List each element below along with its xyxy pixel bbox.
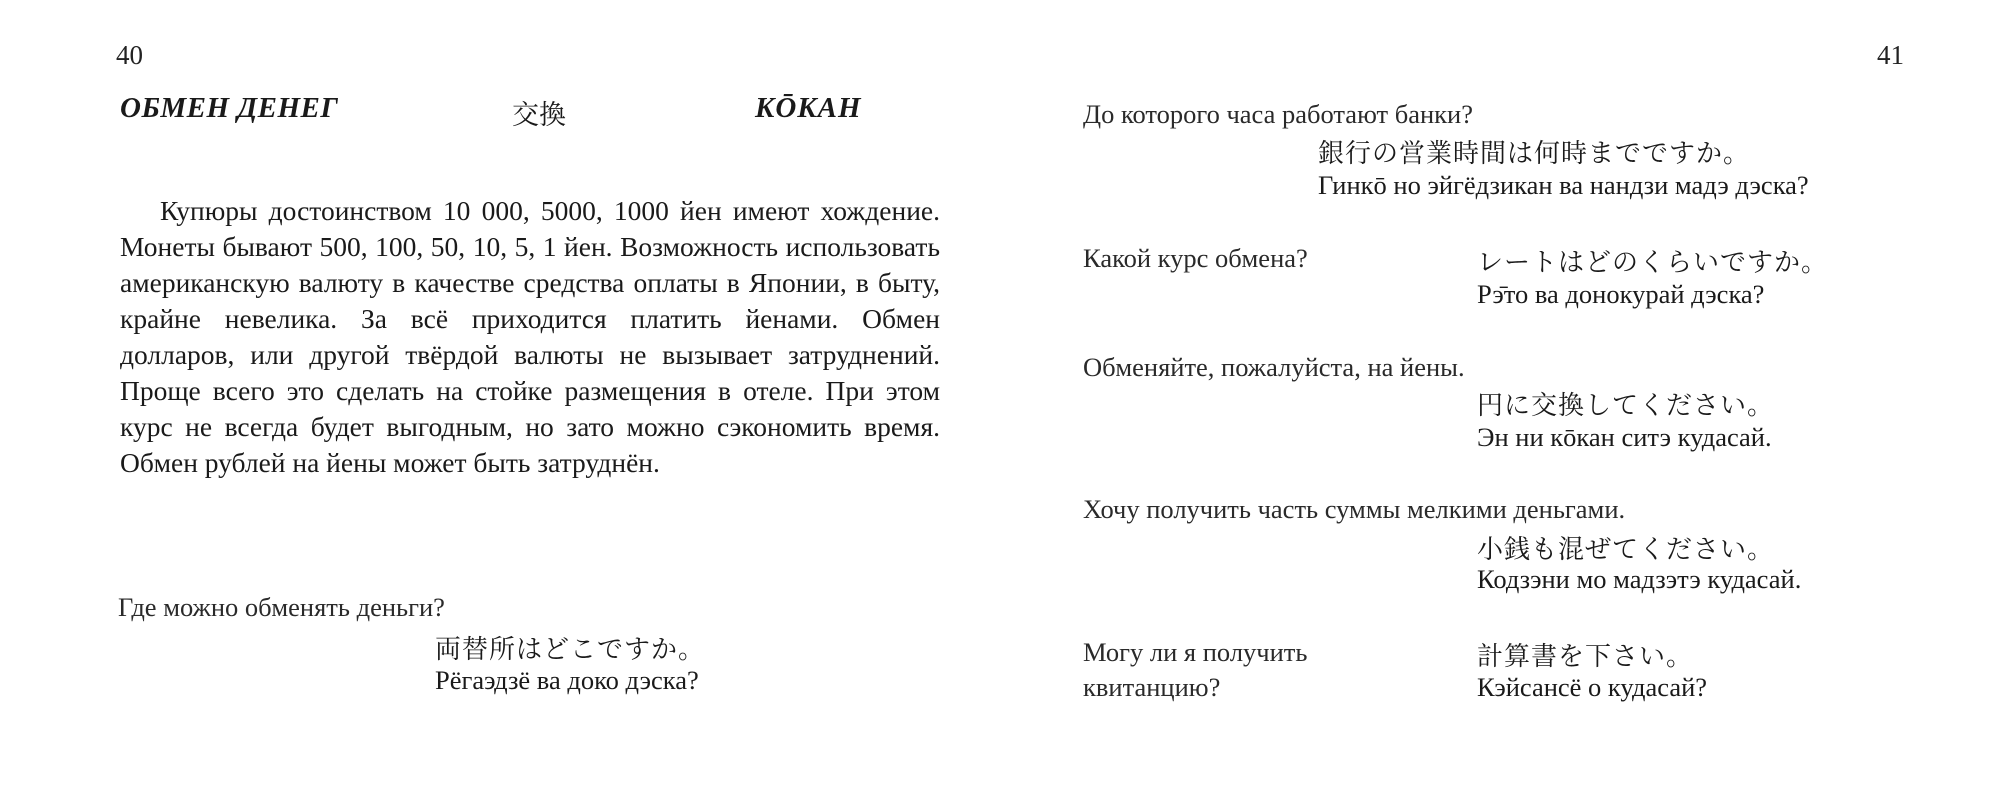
phrase-4-russian: Хочу получить часть суммы мелкими деньгами.	[1083, 494, 1626, 524]
page-number-left: 40	[116, 40, 143, 70]
phrase-5-transliteration: Кэйсансё о кудасай?	[1477, 672, 1708, 702]
phrase-5-japanese: 計算書を下さい。	[1477, 642, 1694, 672]
phrase-japanese: 両替所はどこですか。	[435, 635, 706, 665]
phrase-1-transliteration: Гинкō но эйгёдзикан ва нандзи мадэ дэска?	[1318, 170, 1809, 200]
phrase-3-russian: Обменяйте, пожалуйста, на йены.	[1083, 352, 1465, 382]
section-heading-romaji: KŌKAH	[755, 92, 862, 124]
phrase-4-japanese: 小銭も混ぜてください。	[1477, 535, 1775, 565]
intro-paragraph: Купюры достоинством 10 000, 5000, 1000 йен имеют хождение. Монеты бывают 500, 100, 50, 10, 5, 1 йен. Возможность использовать американскую валюту в качестве средства оплаты в Японии, в быту, крайне невелика. За всё приходится платить йенами. Обмен долларов, или другой твёрдой валюты не вызывает затруднений. Проще всего это сделать на стойке размещения в отеле. При этом курс не всегда будет выгодным, но зато можно сэкономить время. Обмен рублей на йены может быть затруднён.	[120, 195, 940, 478]
phrase-russian: Где можно обменять деньги?	[118, 592, 445, 622]
phrase-5-russian-line1: Могу ли я получить	[1083, 637, 1308, 667]
phrase-2-japanese: レートはどのくらいですか。	[1477, 248, 1829, 278]
phrase-4-transliteration: Кодзэни мо мадзэтэ кудасай.	[1477, 564, 1802, 594]
phrase-3-transliteration: Эн ни кōкан ситэ кудасай.	[1477, 422, 1772, 452]
phrase-1-russian: До которого часа работают банки?	[1083, 99, 1473, 129]
phrase-2-transliteration: Рэ̄то ва донокурай дэска?	[1477, 279, 1765, 309]
phrase-2-russian: Какой курс обмена?	[1083, 243, 1308, 273]
section-heading-japanese: 交換	[512, 100, 566, 131]
phrase-1-japanese: 銀行の営業時間は何時までですか。	[1318, 139, 1751, 169]
page-number-right: 41	[1877, 40, 1904, 70]
phrase-5-russian-line2: квитанцию?	[1083, 672, 1221, 702]
section-heading-russian: ОБМЕН ДЕНЕГ	[120, 92, 339, 124]
phrase-transliteration: Рёгаэдзё ва доко дэска?	[435, 665, 699, 695]
phrase-3-japanese: 円に交換してください。	[1477, 391, 1775, 421]
